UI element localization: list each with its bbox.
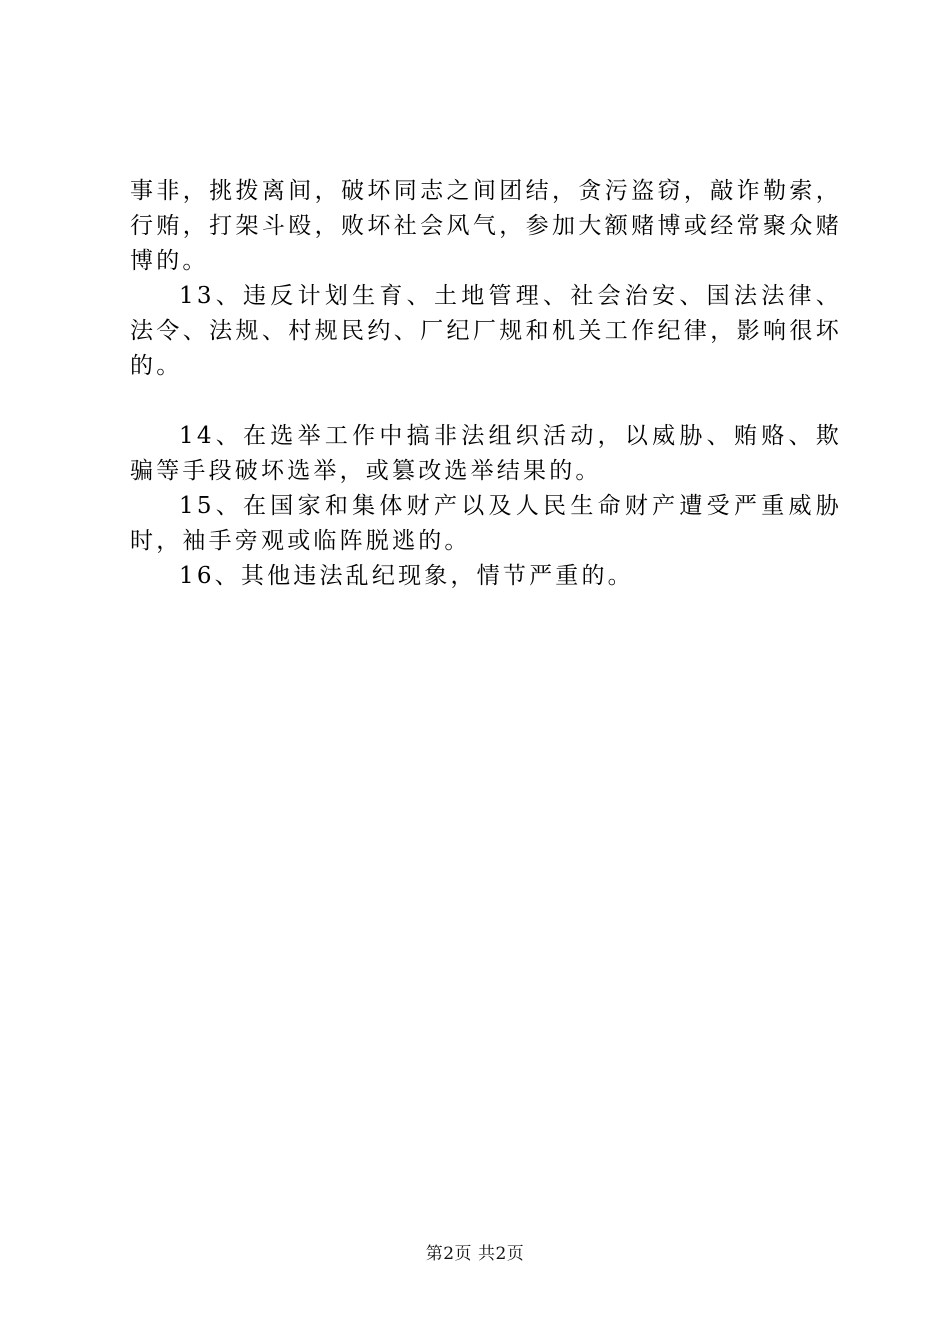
page-number-indicator: 第2页 共2页 [425, 1244, 525, 1264]
page-footer [0, 1243, 950, 1265]
paragraph-item-16: 16、其他违法乱纪现象，情节严重的。 [179, 563, 634, 589]
paragraph-item-14: 14、在选举工作中搞非法组织活动，以威胁、贿赂、欺骗等手段破坏选举，或篡改选举结果的。 [130, 423, 842, 484]
document-body [130, 174, 842, 594]
paragraph-item-13: 13、违反计划生育、土地管理、社会治安、国法法律、法令、法规、村规民约、厂纪厂规和机关工作纪律，影响很坏的。 [130, 283, 842, 379]
paragraph-continued: 事非，挑拨离间，破坏同志之间团结，贪污盗窃，敲诈勒索，行贿，打架斗殴，败坏社会风气，参加大额赌博或经常聚众赌博的。 [130, 178, 842, 274]
paragraph-item-15: 15、在国家和集体财产以及人民生命财产遭受严重威胁时，袖手旁观或临阵脱逃的。 [130, 493, 842, 554]
